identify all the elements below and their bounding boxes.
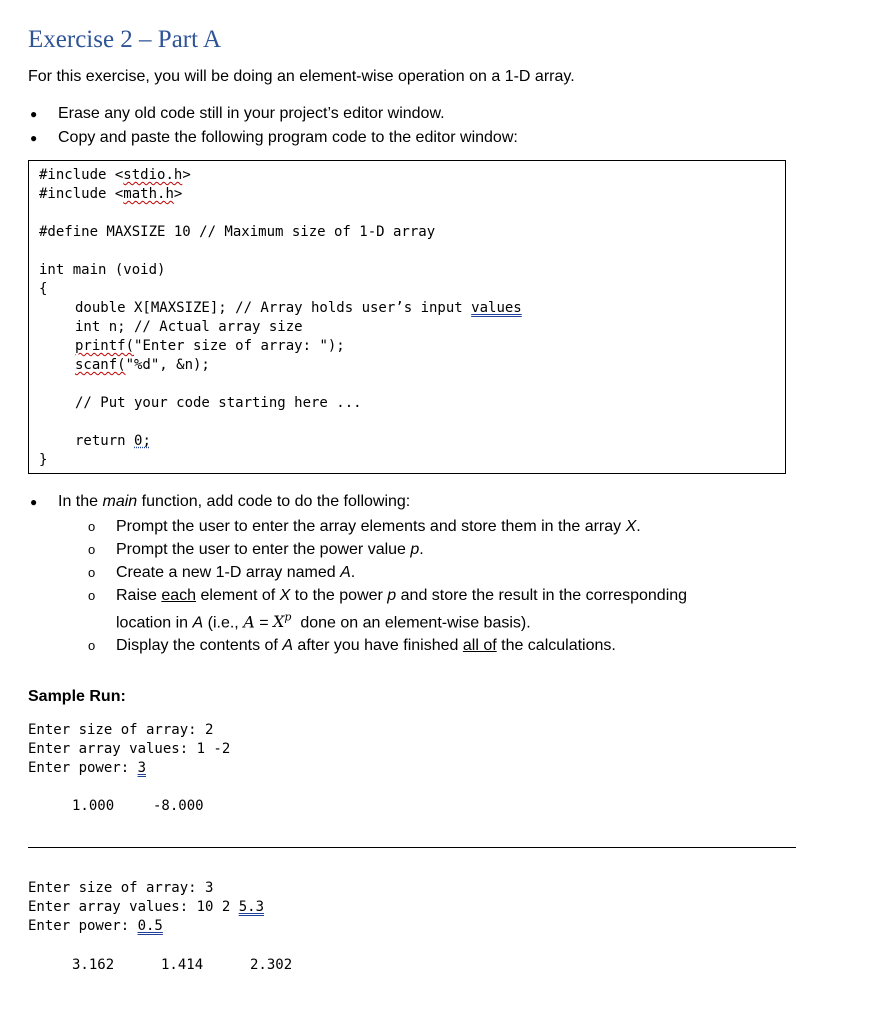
run1-power-value: 3 <box>137 760 147 776</box>
run2-output-3: 2.302 <box>250 957 293 973</box>
code-scanf: scanf("%d", &n); <box>75 357 210 373</box>
task-sublist <box>28 516 788 657</box>
task-item-raise: o Raise each element of X to the power p and store the result in the corresponding location in A (i.e., $A = X^p$ done on an element-wise basis). <box>28 585 788 634</box>
code-open-brace: { <box>39 281 48 297</box>
code-define: #define MAXSIZE 10 // Maximum size of 1-D array <box>39 224 436 240</box>
task-section <box>28 492 788 658</box>
divider-line <box>28 847 796 848</box>
run2-last-value: 5.3 <box>238 899 265 915</box>
run1-size: Enter size of array: 2 <box>28 722 214 738</box>
task-item-display: o Display the contents of A after you have finished all of the calculations. <box>28 635 788 657</box>
code-printf-name: printf( <box>75 338 135 354</box>
task-item-prompt-power: o Prompt the user to enter the power value p. <box>28 539 788 561</box>
bullet-main-task: ● In the main function, add code to do the following: <box>28 492 788 516</box>
code-include-math-name: math.h <box>123 186 174 202</box>
bullet-copy: ● Copy and paste the following program code to the editor window: <box>28 128 518 152</box>
run1-output-2: -8.000 <box>153 798 204 814</box>
run2-power-value: 0.5 <box>137 918 163 934</box>
code-decl-x: double X[MAXSIZE]; // Array holds user’s input values <box>75 300 522 316</box>
run2-power: Enter power: 0.5 <box>28 918 163 934</box>
run1-values: Enter array values: 1 -2 <box>28 741 231 757</box>
intro-text: For this exercise, you will be doing an element-wise operation on a 1-D array. <box>28 68 575 85</box>
code-close-brace: } <box>39 452 48 468</box>
run1-output-1: 1.000 <box>72 798 115 814</box>
code-include-math: #include <math.h> <box>39 186 183 202</box>
code-block <box>28 160 786 474</box>
sample-run-title: Sample Run: <box>28 688 126 705</box>
instruction-list <box>28 104 518 152</box>
code-main: int main (void) <box>39 262 166 278</box>
code-printf: printf("Enter size of array: "); <box>75 338 345 354</box>
code-include-stdio: #include <stdio.h> <box>39 167 191 183</box>
code-include-stdio-name: stdio.h <box>123 167 183 183</box>
code-return-value: 0; <box>134 433 151 449</box>
page-heading: Exercise 2 – Part A <box>28 26 222 53</box>
run2-values: Enter array values: 10 2 5.3 <box>28 899 265 915</box>
task-item-prompt-elements: o Prompt the user to enter the array elements and store them in the array X. <box>28 516 788 538</box>
code-scanf-name: scanf( <box>75 357 126 373</box>
code-comment: // Put your code starting here ... <box>75 395 362 411</box>
code-values-word: values <box>471 300 522 316</box>
task-item-create-array: o Create a new 1-D array named A. <box>28 562 788 584</box>
code-return: return 0; <box>75 433 151 449</box>
bullet-erase: ● Erase any old code still in your project’s editor window. <box>28 104 518 128</box>
run1-power: Enter power: 3 <box>28 760 147 776</box>
code-decl-n: int n; // Actual array size <box>75 319 303 335</box>
run2-size: Enter size of array: 3 <box>28 880 214 896</box>
run2-output-1: 3.162 <box>72 957 115 973</box>
run2-output-2: 1.414 <box>161 957 204 973</box>
